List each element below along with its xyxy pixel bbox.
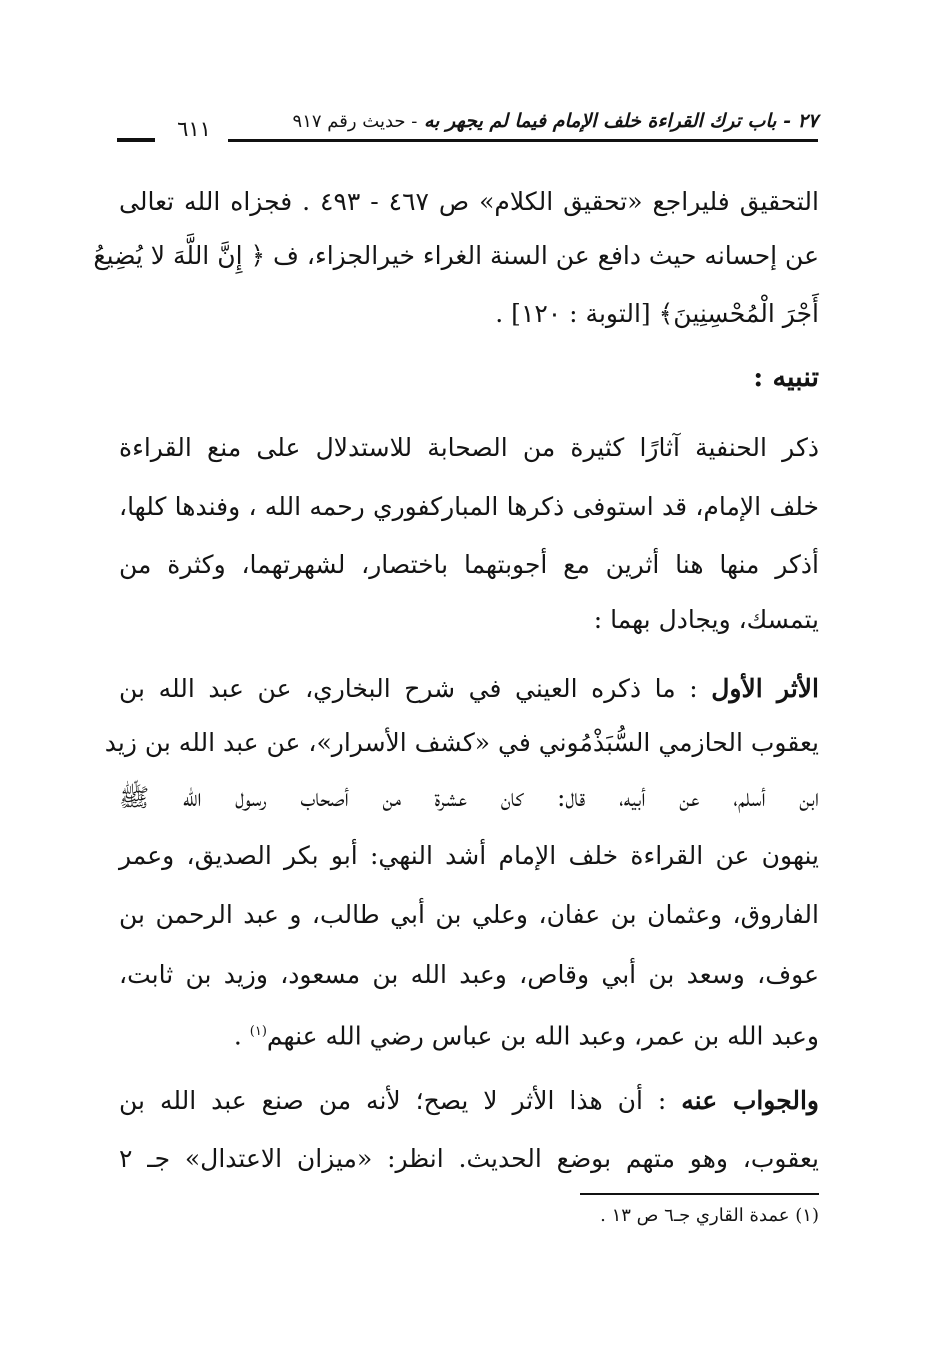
body-text: وعبد الله بن عمر، وعبد الله بن عباس رضي الله عنهم	[266, 1021, 819, 1051]
body-line: أذكر منها هنا أثرين مع أجوبتهما باختصار، لشهرتهما، وكثرة من	[119, 550, 819, 579]
footnote-ref: (١)	[249, 1024, 267, 1039]
body-line: خلف الإمام، قد استوفى ذكرها المباركفوري رحمه الله ، وفندها كلها،	[119, 492, 819, 521]
athar-label: الأثر الأول	[711, 674, 819, 703]
body-line: التحقيق فليراجع «تحقيق الكلام» ص ٤٦٧ - ٤٩٣ . فجزاه الله تعالى	[119, 187, 819, 216]
hadith-reference: - حديث رقم ٩١٧	[292, 111, 418, 132]
body-line: ابن أسلم، عن أبيه، قال: كان عشرة من أصحاب رسول الله ﷺ	[119, 783, 819, 812]
chapter-title: ٢٧ - باب ترك القراءة خلف الإمام فيما لم يجهر به	[423, 110, 818, 132]
page-number: ٦١١	[177, 117, 211, 141]
body-line	[119, 669, 819, 709]
body-line: عن إحسانه حيث دافع عن السنة الغراء خيرالجزاء، ف ﴿ إِنَّ اللَّهَ لا يُضِيعُ	[93, 241, 819, 270]
body-line: عوف، وسعد بن أبي وقاص، وعبد الله بن مسعود، وزيد بن ثابت،	[119, 960, 819, 989]
body-line	[119, 1081, 819, 1121]
body-line: يعقوب، وهو متهم بوضع الحديث. انظر: «ميزان الاعتدال» جـ ٢	[119, 1144, 819, 1173]
header-dash	[117, 138, 155, 142]
body-line: ذكر الحنفية آثارًا كثيرة من الصحابة للاستدلال على منع القراءة	[119, 433, 819, 462]
body-text: : أن هذا الأثر لا يصح؛ لأنه من صنع عبد الله بن	[119, 1086, 667, 1115]
body-text: .	[233, 1021, 250, 1051]
body-line: ينهون عن القراءة خلف الإمام أشد النهي: أبو بكر الصديق، وعمر	[119, 841, 819, 870]
answer-label: والجواب عنه	[681, 1086, 819, 1115]
body-line: يعقوب الحازمي السُّبَذْمُوني في «كشف الأسرار»، عن عبد الله بن زيد	[104, 728, 819, 757]
footnote: (١) عمدة القاري جـ٦ ص ١٣ .	[600, 1205, 819, 1226]
body-line	[119, 1012, 819, 1052]
section-heading: تنبيه :	[753, 362, 819, 393]
body-text: : ما ذكره العيني في شرح البخاري، عن عبد الله بن	[119, 674, 698, 703]
header-rule	[228, 139, 818, 142]
body-line: الفاروق، وعثمان بن عفان، وعلي بن أبي طالب، و عبد الرحمن بن	[119, 900, 819, 929]
body-line: يتمسك، ويجادل بهما :	[593, 605, 819, 634]
footnote-rule	[580, 1193, 819, 1195]
body-line: أَجْرَ الْمُحْسِنِينَ﴾ [التوبة : ١٢٠] .	[495, 299, 819, 328]
